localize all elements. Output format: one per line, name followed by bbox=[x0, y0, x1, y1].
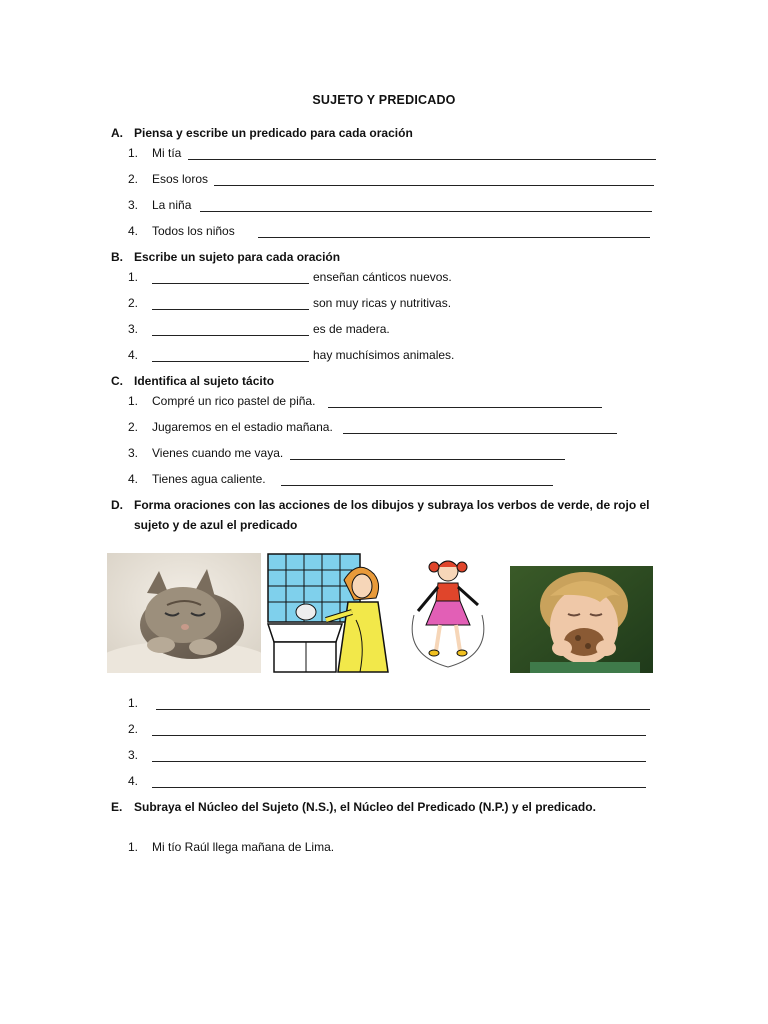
answer-blank[interactable] bbox=[200, 199, 652, 212]
section-a-heading: Piensa y escribe un predicado para cada oración bbox=[134, 126, 413, 140]
girl-jumping-rope-drawing bbox=[404, 555, 492, 671]
section-c-heading: Identifica al sujeto tácito bbox=[134, 374, 275, 388]
answer-blank[interactable] bbox=[152, 723, 646, 736]
section-d-heading-line2: sujeto y de azul el predicado bbox=[134, 518, 298, 532]
answer-blank[interactable] bbox=[152, 775, 646, 788]
section-a-letter: A. bbox=[111, 126, 123, 140]
list-item: 3. Vienes cuando me vaya. bbox=[128, 445, 138, 461]
answer-blank[interactable] bbox=[152, 749, 646, 762]
list-item: 2. Jugaremos en el estadio mañana. bbox=[128, 419, 138, 435]
answer-blank[interactable] bbox=[328, 395, 602, 408]
answer-blank[interactable] bbox=[290, 447, 565, 460]
section-d-letter: D. bbox=[111, 498, 123, 512]
list-item: 4. bbox=[128, 773, 138, 789]
section-b-letter: B. bbox=[111, 250, 123, 264]
list-item: 3. La niña bbox=[128, 197, 138, 213]
list-item: 1. enseñan cánticos nuevos. bbox=[128, 270, 452, 284]
answer-blank[interactable] bbox=[152, 323, 309, 336]
list-item: 2. son muy ricas y nutritivas. bbox=[128, 296, 452, 310]
list-item: 4. Todos los niños bbox=[128, 223, 138, 239]
list-item: 1. bbox=[128, 695, 138, 711]
answer-blank[interactable] bbox=[156, 697, 650, 710]
sleeping-kitten-photo bbox=[107, 553, 261, 673]
list-item: 3. es de madera. bbox=[128, 322, 390, 336]
list-item: 2. Esos loros bbox=[128, 171, 138, 187]
list-item: 1. Mi tía bbox=[128, 145, 138, 161]
woman-washing-dishes-drawing bbox=[266, 550, 392, 674]
answer-blank[interactable] bbox=[152, 297, 309, 310]
list-item: 2. bbox=[128, 721, 138, 737]
answer-blank[interactable] bbox=[281, 473, 553, 486]
section-e-heading: Subraya el Núcleo del Sujeto (N.S.), el Núcleo del Predicado (N.P.) y el predicado. bbox=[134, 800, 596, 814]
list-item: 1. Compré un rico pastel de piña. bbox=[128, 393, 138, 409]
answer-blank[interactable] bbox=[343, 421, 617, 434]
section-b-heading: Escribe un sujeto para cada oración bbox=[134, 250, 341, 264]
child-eating-bread-photo bbox=[510, 566, 653, 673]
section-c-letter: C. bbox=[111, 374, 123, 388]
section-e-letter: E. bbox=[111, 800, 123, 814]
section-d-heading-line1: Forma oraciones con las acciones de los dibujos y subraya los verbos de verde, de rojo el bbox=[134, 498, 650, 512]
answer-blank[interactable] bbox=[152, 271, 309, 284]
list-item: 1. Mi tío Raúl llega mañana de Lima. bbox=[128, 840, 335, 854]
page-title: SUJETO Y PREDICADO bbox=[312, 93, 456, 107]
answer-blank[interactable] bbox=[188, 147, 656, 160]
list-item: 4. Tienes agua caliente. bbox=[128, 471, 138, 487]
answer-blank[interactable] bbox=[258, 225, 650, 238]
answer-blank[interactable] bbox=[214, 173, 654, 186]
answer-blank[interactable] bbox=[152, 349, 309, 362]
list-item: 4. hay muchísimos animales. bbox=[128, 348, 455, 362]
list-item: 3. bbox=[128, 747, 138, 763]
